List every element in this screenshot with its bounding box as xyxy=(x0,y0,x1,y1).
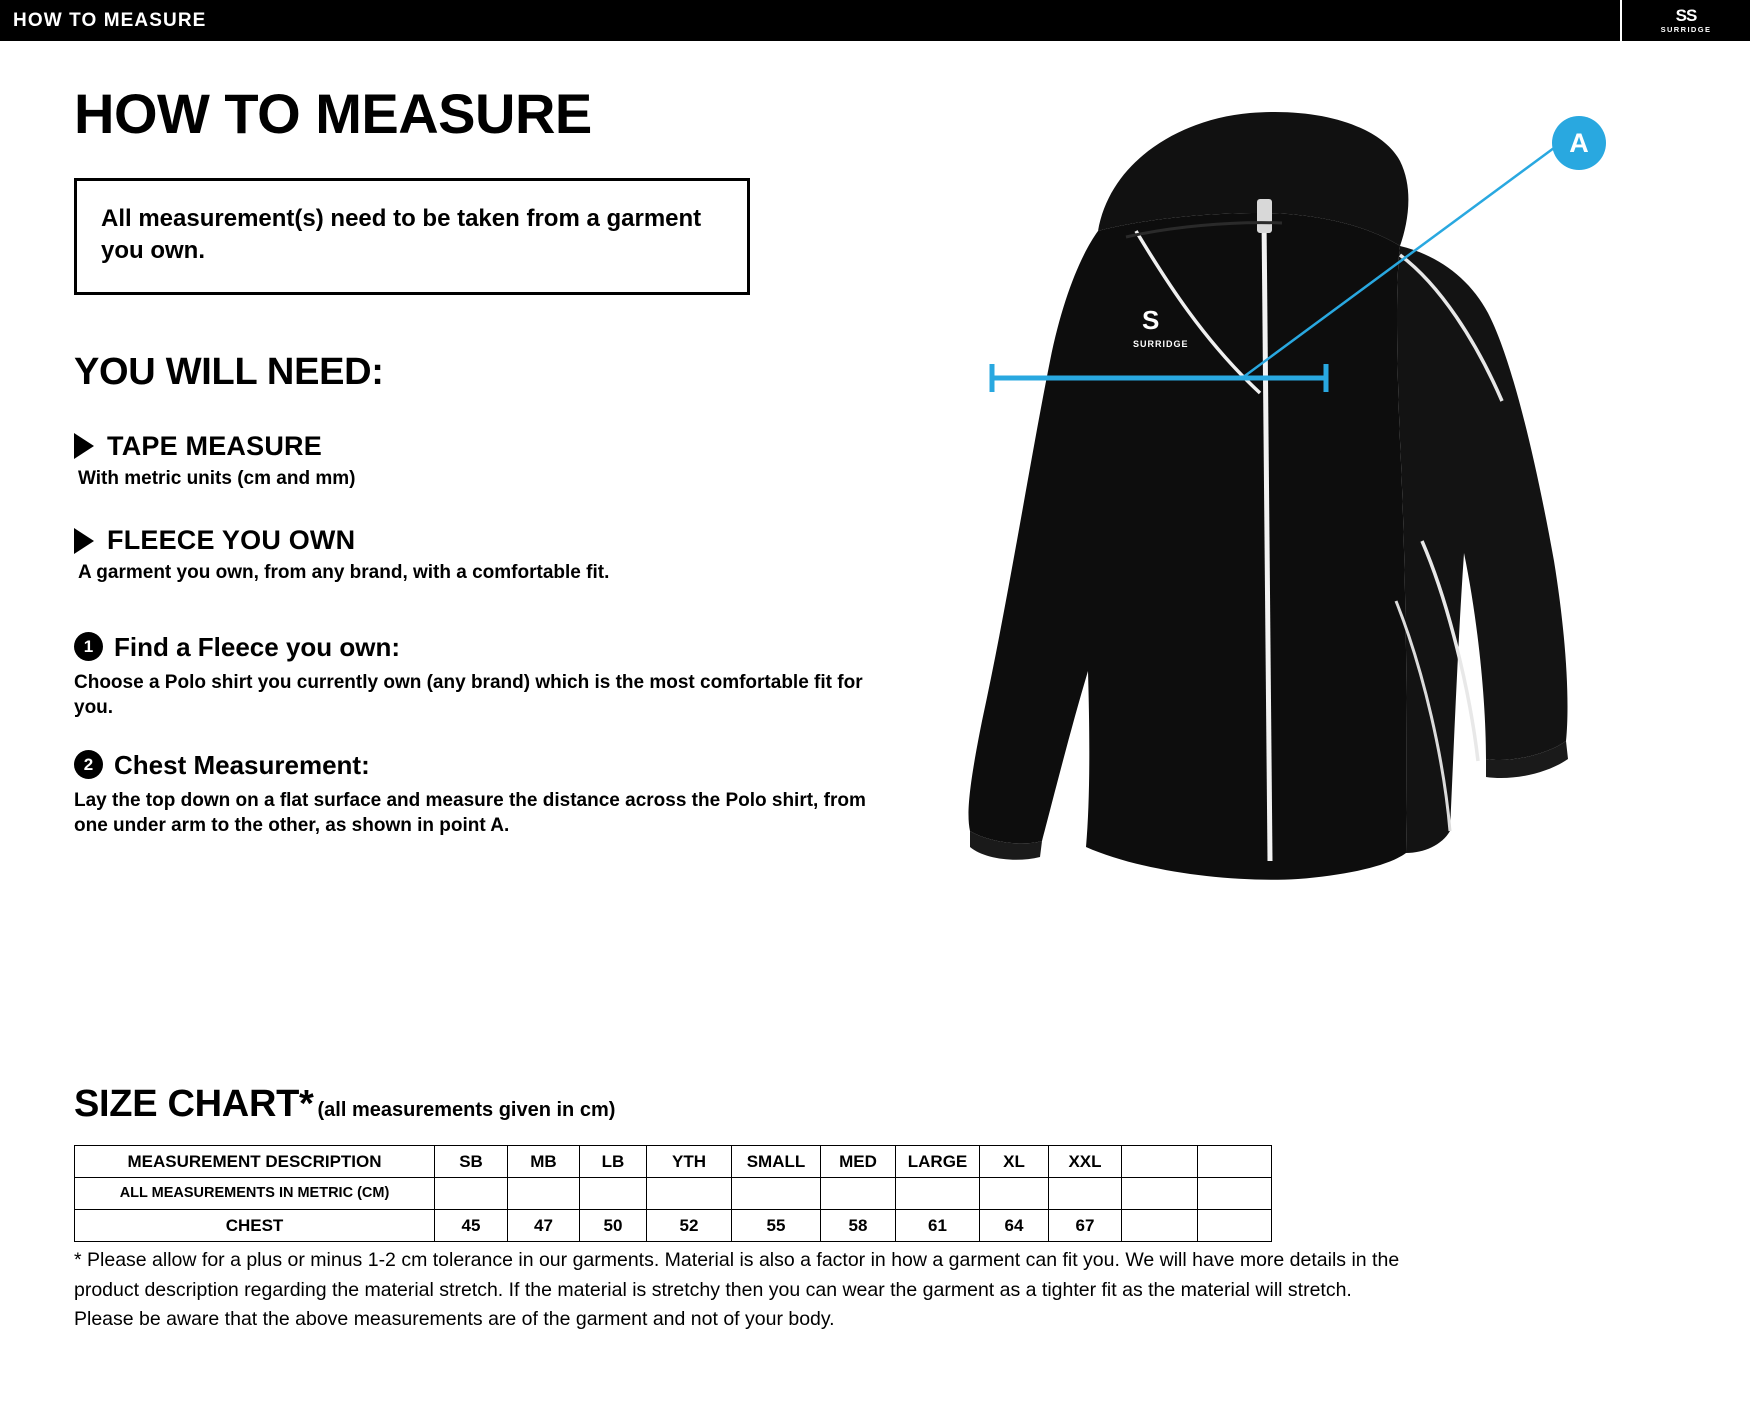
cell xyxy=(732,1178,821,1210)
brand-logo xyxy=(1620,0,1750,41)
column-header-xxl: XXL xyxy=(1049,1146,1122,1178)
column-header-yth: YTH xyxy=(647,1146,732,1178)
notice-box xyxy=(74,178,750,295)
cell-blank xyxy=(1198,1178,1272,1210)
triangle-bullet-icon xyxy=(74,433,94,459)
need-subtext: A garment you own, from any brand, with a comfortable fit. xyxy=(78,562,610,584)
step-title: Chest Measurement: xyxy=(114,749,370,780)
cell xyxy=(647,1178,732,1210)
table-row xyxy=(75,1210,1272,1242)
table-header-row xyxy=(75,1146,1272,1178)
step-2 xyxy=(74,750,950,838)
need-item-tape-measure xyxy=(74,430,950,492)
column-header-sb: SB xyxy=(435,1146,508,1178)
cell: 52 xyxy=(647,1210,732,1242)
need-label: TAPE MEASURE xyxy=(107,430,322,461)
cell xyxy=(896,1178,980,1210)
cell: 61 xyxy=(896,1210,980,1242)
top-bar xyxy=(0,0,1750,41)
cell xyxy=(980,1178,1049,1210)
top-bar-title: HOW TO MEASURE xyxy=(13,10,207,31)
column-header-small: SMALL xyxy=(732,1146,821,1178)
cell xyxy=(1049,1178,1122,1210)
cell-blank xyxy=(1198,1210,1272,1242)
cell: 58 xyxy=(821,1210,896,1242)
column-header-mb: MB xyxy=(508,1146,580,1178)
cell: 50 xyxy=(580,1210,647,1242)
need-item-fleece xyxy=(74,527,950,586)
cell: 47 xyxy=(508,1210,580,1242)
cell: 64 xyxy=(980,1210,1049,1242)
footnote-text: * Please allow for a plus or minus 1-2 cm tolerance in our garments. Material is also a factor in how a garment can fit you. We will have more details in the product description regarding the material stretch. If the material is stretchy then you can wear the garment as a tighter fit as the material will stretch. Please be aware that the above measurements are of the garment and not of your body. xyxy=(74,1249,1400,1331)
cell: 67 xyxy=(1049,1210,1122,1242)
step-1 xyxy=(74,632,950,720)
cell xyxy=(821,1178,896,1210)
size-chart-note: (all measurements given in cm) xyxy=(317,1099,616,1121)
page-title: HOW TO MEASURE xyxy=(74,82,592,145)
cell xyxy=(508,1178,580,1210)
column-header-blank-1 xyxy=(1122,1146,1198,1178)
cell xyxy=(1122,1178,1198,1210)
column-header-large: LARGE xyxy=(896,1146,980,1178)
need-label: FLEECE YOU OWN xyxy=(107,525,356,556)
svg-text:SURRIDGE: SURRIDGE xyxy=(1133,339,1189,349)
brand-mark: SS xyxy=(1675,6,1697,26)
step-number-badge: 2 xyxy=(74,750,103,779)
marker-a-badge: A xyxy=(1552,116,1606,170)
column-header-blank-2 xyxy=(1198,1146,1272,1178)
table-row xyxy=(75,1178,1272,1210)
size-chart-title: SIZE CHART* xyxy=(74,1083,314,1125)
column-header-med: MED xyxy=(821,1146,896,1178)
column-header-description: MEASUREMENT DESCRIPTION xyxy=(75,1146,435,1178)
svg-text:S: S xyxy=(1142,305,1160,335)
size-chart-table xyxy=(74,1145,1272,1242)
step-body: Choose a Polo shirt you currently own (any brand) which is the most comfortable fit for you. xyxy=(74,672,863,719)
size-chart-section xyxy=(74,1085,1674,1242)
row-label-chest: CHEST xyxy=(75,1210,435,1242)
need-subtext: With metric units (cm and mm) xyxy=(78,467,356,489)
cell xyxy=(1122,1210,1198,1242)
step-title: Find a Fleece you own: xyxy=(114,631,401,662)
step-number-badge: 1 xyxy=(74,632,103,661)
row-label-metric: ALL MEASUREMENTS IN METRIC (CM) xyxy=(75,1178,435,1210)
instructions-column xyxy=(0,41,950,868)
step-body: Lay the top down on a flat surface and measure the distance across the Polo shirt, from one under arm to the other, as shown in point A. xyxy=(74,790,866,837)
triangle-bullet-icon xyxy=(74,528,94,554)
column-header-xl: XL xyxy=(980,1146,1049,1178)
cell xyxy=(580,1178,647,1210)
garment-diagram xyxy=(930,41,1750,1061)
column-header-lb: LB xyxy=(580,1146,647,1178)
cell xyxy=(435,1178,508,1210)
cell: 55 xyxy=(732,1210,821,1242)
you-will-need-title: YOU WILL NEED: xyxy=(74,350,384,393)
cell: 45 xyxy=(435,1210,508,1242)
brand-name: SURRIDGE xyxy=(1660,25,1712,35)
notice-text: All measurement(s) need to be taken from a garment you own. xyxy=(101,205,702,265)
